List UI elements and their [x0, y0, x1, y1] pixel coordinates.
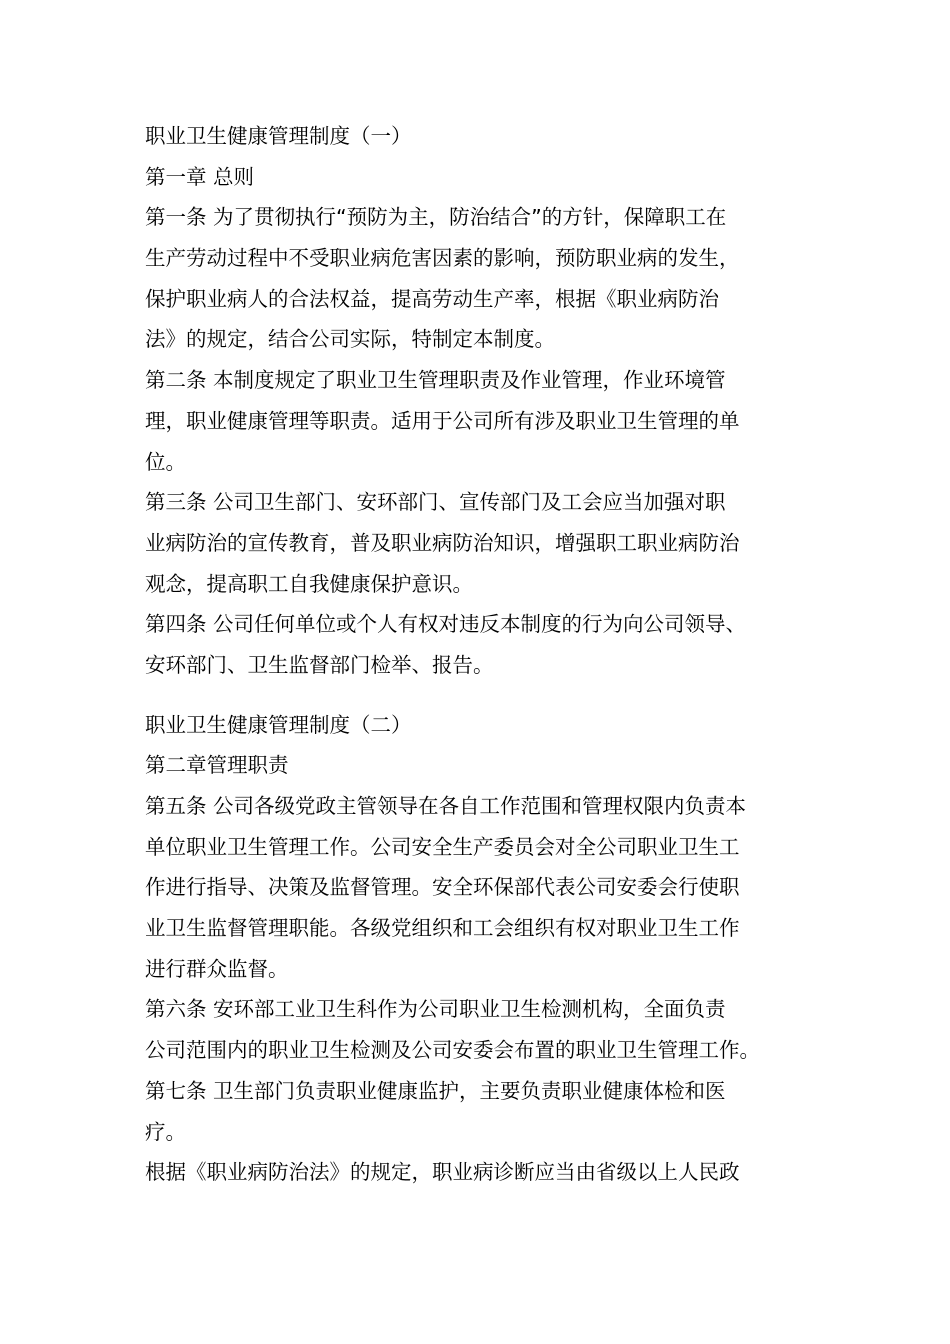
paragraph-line: 理，职业健康管理等职责。适用于公司所有涉及职业卫生管理的单	[145, 408, 740, 433]
paragraph-line: 保护职业病人的合法权益，提高劳动生产率，根据《职业病防治	[145, 286, 719, 311]
paragraph-line: 第七条 卫生部门负责职业健康监护，主要负责职业健康体检和医	[145, 1078, 726, 1103]
section-gap	[145, 686, 825, 705]
paragraph-line: 观念，提高职工自我健康保护意识。	[145, 571, 473, 596]
paragraph-line: 作进行指导、决策及监督管理。安全环保部代表公司安委会行使职	[145, 875, 740, 900]
paragraph-line: 位。	[145, 449, 186, 474]
paragraph-line: 安环部门、卫生监督部门检举、报告。	[145, 652, 494, 677]
paragraph-line: 单位职业卫生管理工作。公司安全生产委员会对全公司职业卫生工	[145, 834, 740, 859]
chapter-heading: 第二章管理职责	[145, 753, 289, 778]
paragraph-line: 业病防治的宣传教育，普及职业病防治知识，增强职工职业病防治	[145, 530, 740, 555]
paragraph-line: 第三条 公司卫生部门、安环部门、宣传部门及工会应当加强对职	[145, 490, 726, 515]
paragraph-line: 第六条 安环部工业卫生科作为公司职业卫生检测机构，全面负责	[145, 997, 726, 1022]
paragraph-line: 公司范围内的职业卫生检测及公司安委会布置的职业卫生管理工作。	[145, 1038, 760, 1063]
paragraph-line: 生产劳动过程中不受职业病危害因素的影响，预防职业病的发生，	[145, 246, 740, 271]
paragraph-line: 进行群众监督。	[145, 956, 289, 981]
paragraph-line: 疗。	[145, 1119, 186, 1144]
paragraph-line: 第四条 公司任何单位或个人有权对违反本制度的行为向公司领导、	[145, 612, 747, 637]
paragraph-line: 业卫生监督管理职能。各级党组织和工会组织有权对职业卫生工作	[145, 916, 740, 941]
document-body	[145, 116, 825, 1193]
paragraph-line: 第一条 为了贯彻执行“预防为主，防治结合”的方针，保障职工在	[145, 205, 727, 230]
paragraph-line: 根据《职业病防治法》的规定，职业病诊断应当由省级以上人民政	[145, 1160, 740, 1185]
paragraph-line: 第二条 本制度规定了职业卫生管理职责及作业管理，作业环境管	[145, 368, 726, 393]
paragraph-line: 法》的规定，结合公司实际，特制定本制度。	[145, 327, 555, 352]
paragraph-line: 第五条 公司各级党政主管领导在各自工作范围和管理权限内负责本	[145, 794, 747, 818]
chapter-heading: 第一章 总则	[145, 164, 255, 189]
section-title: 职业卫生健康管理制度（二）	[145, 712, 412, 737]
section-title: 职业卫生健康管理制度（一）	[145, 124, 412, 148]
